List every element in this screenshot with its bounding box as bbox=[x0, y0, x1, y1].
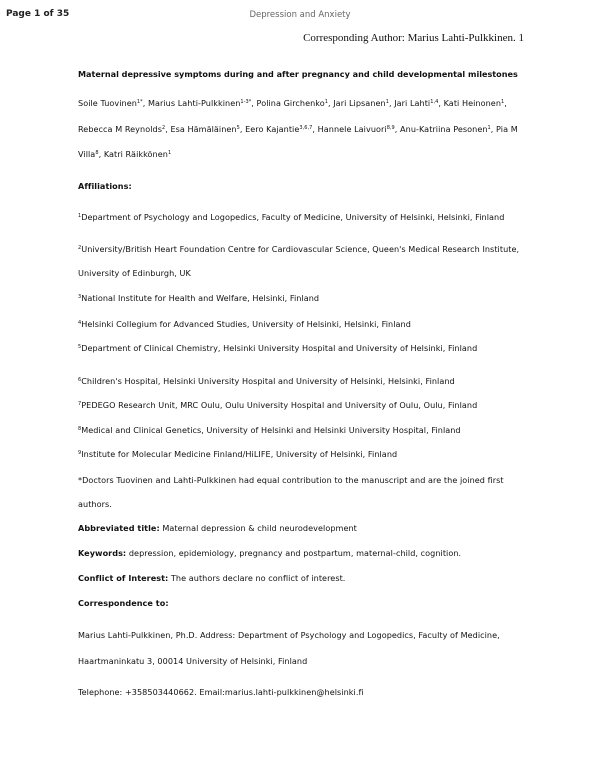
affiliation-number: 3 bbox=[78, 294, 82, 300]
author-affiliation-sup: 5 bbox=[236, 125, 240, 131]
author-name: Eero Kajantie bbox=[245, 124, 300, 134]
affiliation-8 bbox=[78, 425, 461, 435]
affiliation-number: 4 bbox=[78, 320, 82, 326]
author-affiliation-sup: 1* bbox=[136, 99, 143, 105]
author-name: Esa Hämäläinen bbox=[170, 124, 237, 134]
author-affiliation-sup: 1-3* bbox=[240, 99, 252, 105]
author-affiliation-sup: 1 bbox=[487, 125, 491, 131]
affiliation-3 bbox=[78, 293, 319, 303]
page-number-label: Page 1 of 35 bbox=[6, 9, 70, 19]
abbreviated-title-value: Maternal depression & child neurodevelopment bbox=[159, 523, 357, 533]
affiliation-number: 7 bbox=[78, 401, 82, 407]
paper-title: Maternal depressive symptoms during and after pregnancy and child developmental milestones bbox=[78, 69, 518, 79]
author-name: Rebecca M Reynolds bbox=[78, 124, 162, 134]
correspondence-heading: Correspondence to: bbox=[78, 598, 169, 608]
author-name: Kati Heinonen bbox=[443, 98, 501, 108]
affiliation-text: National Institute for Health and Welfare, Helsinki, Finland bbox=[81, 293, 320, 303]
affiliation-4 bbox=[78, 319, 411, 329]
author-line-1: Soile Tuovinen$^{1*}$, Marius Lahti-Pulkkinen$^{1-3*}$, Polina Girchenko$^1$, Jari Lipsanen$^1$, Jari Lahti$^{1,4}$, Kati Heinonen$^1$, bbox=[78, 98, 507, 108]
author-name: Jari Lipsanen bbox=[333, 98, 386, 108]
correspondence-address-cont: Haartmaninkatu 3, 00014 University of Helsinki, Finland bbox=[78, 656, 308, 666]
author-name: Pia M bbox=[496, 124, 518, 134]
affiliation-number: 9 bbox=[78, 450, 82, 456]
equal-contribution-note: *Doctors Tuovinen and Lahti-Pulkkinen had equal contribution to the manuscript and are the joined first bbox=[78, 475, 504, 485]
author-name: Villa bbox=[78, 149, 96, 159]
affiliation-text: Children's Hospital, Helsinki University Hospital and University of Helsinki, Helsinki, Finland bbox=[81, 376, 455, 386]
affiliation-6 bbox=[78, 376, 455, 386]
affiliation-text: Institute for Molecular Medicine Finland/HiLIFE, University of Helsinki, Finland bbox=[81, 449, 398, 459]
affiliation-text: Helsinki Collegium for Advanced Studies, University of Helsinki, Helsinki, Finland bbox=[81, 319, 411, 329]
conflict-of-interest bbox=[78, 573, 345, 583]
affiliations-heading: Affiliations: bbox=[78, 181, 132, 191]
contact-telephone-email: Telephone: +358503440662. Email:marius.lahti-pulkkinen@helsinki.fi bbox=[78, 687, 364, 697]
affiliation-text: Department of Psychology and Logopedics, Faculty of Medicine, University of Helsinki, Helsinki, Finland bbox=[81, 212, 505, 222]
equal-contribution-note-cont: authors. bbox=[78, 499, 112, 509]
affiliation-1 bbox=[78, 212, 504, 222]
running-head: Corresponding Author: Marius Lahti-Pulkkinen. 1 bbox=[303, 32, 524, 44]
author-name: Jari Lahti bbox=[394, 98, 431, 108]
author-affiliation-sup: 1 bbox=[501, 99, 505, 105]
keywords-value: depression, epidemiology, pregnancy and postpartum, maternal-child, cognition. bbox=[126, 548, 462, 558]
affiliation-number: 5 bbox=[78, 344, 82, 350]
journal-name: Depression and Anxiety bbox=[249, 10, 351, 20]
author-affiliation-sup: 1,4 bbox=[430, 99, 439, 105]
abbreviated-title bbox=[78, 523, 357, 533]
affiliation-text: Department of Clinical Chemistry, Helsinki University Hospital and University of Helsinki, Finland bbox=[81, 343, 478, 353]
author-name: Soile Tuovinen bbox=[78, 98, 137, 108]
author-affiliation-sup: 3,6,7 bbox=[299, 125, 313, 131]
author-name: Marius Lahti-Pulkkinen bbox=[147, 98, 241, 108]
affiliation-2 bbox=[78, 244, 519, 254]
affiliation-number: 8 bbox=[78, 426, 82, 432]
author-line-3: Villa$^8$, Katri Räikkönen$^1$ bbox=[78, 149, 172, 159]
affiliation-text: University of Edinburgh, UK bbox=[78, 268, 191, 278]
affiliation-2-cont bbox=[78, 268, 191, 278]
author-affiliation-sup: 1 bbox=[324, 99, 328, 105]
affiliation-5 bbox=[78, 343, 477, 353]
affiliation-text: University/British Heart Foundation Centre for Cardiovascular Science, Queen's Medical Research Institute, bbox=[81, 244, 520, 254]
author-affiliation-sup: 8 bbox=[95, 150, 99, 156]
affiliation-7 bbox=[78, 400, 477, 410]
affiliation-number: 2 bbox=[78, 245, 82, 251]
author-name: Katri Räikkönen bbox=[103, 149, 168, 159]
affiliation-text: PEDEGO Research Unit, MRC Oulu, Oulu University Hospital and University of Oulu, Oulu, Finland bbox=[81, 400, 478, 410]
author-name: Hannele Laivuori bbox=[317, 124, 387, 134]
affiliation-number: 1 bbox=[78, 213, 82, 219]
author-name: Anu-Katriina Pesonen bbox=[400, 124, 488, 134]
keywords-label: Keywords: bbox=[78, 548, 127, 558]
coi-value: The authors declare no conflict of interest. bbox=[168, 573, 346, 583]
author-affiliation-sup: 2 bbox=[161, 125, 166, 131]
author-affiliation-sup: 8,9 bbox=[386, 125, 395, 131]
coi-label: Conflict of Interest: bbox=[78, 573, 169, 583]
abbreviated-title-label: Abbreviated title: bbox=[78, 523, 160, 533]
affiliation-text: Medical and Clinical Genetics, University of Helsinki and Helsinki University Hospital, Finland bbox=[81, 425, 461, 435]
affiliation-number: 6 bbox=[78, 377, 82, 383]
author-name: Polina Girchenko bbox=[256, 98, 325, 108]
author-line-2: Rebecca M Reynolds$^2$, Esa Hämäläinen$^5$, Eero Kajantie$^{3,6,7}$, Hannele Laivuori$^{8,9}$, Anu-Katriina Pesonen$^1$, Pia M bbox=[78, 124, 518, 134]
author-affiliation-sup: 1 bbox=[385, 99, 389, 105]
correspondence-address: Marius Lahti-Pulkkinen, Ph.D. Address: Department of Psychology and Logopedics, Faculty of Medicine, bbox=[78, 630, 500, 640]
affiliation-9 bbox=[78, 449, 397, 459]
keywords bbox=[78, 548, 461, 558]
author-affiliation-sup: 1 bbox=[167, 150, 172, 156]
